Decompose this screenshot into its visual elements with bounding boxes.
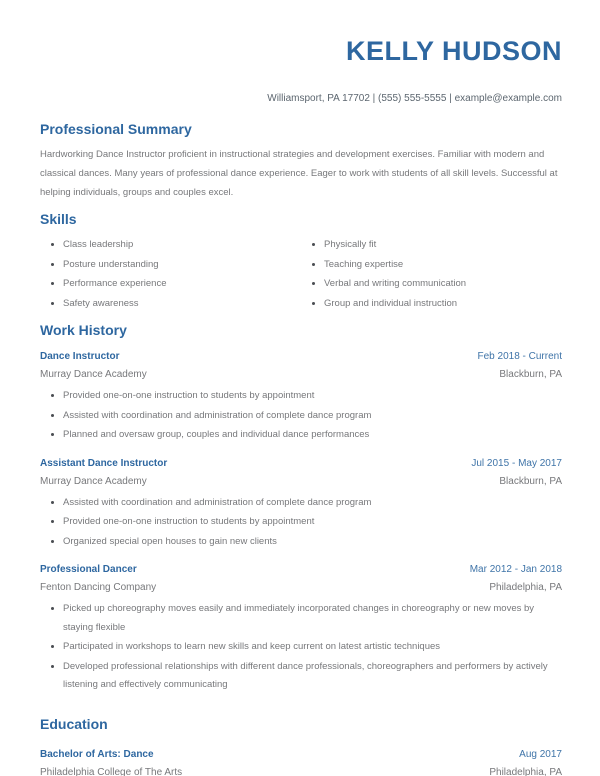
education-date: Aug 2017 bbox=[519, 748, 562, 760]
section-professional-summary bbox=[40, 122, 562, 202]
job-company-row bbox=[40, 579, 562, 597]
job-bullet: • Planned and oversaw group, couples and individual dance performances bbox=[63, 425, 562, 445]
skill-item: • Physically fit bbox=[324, 235, 562, 255]
job-bullets bbox=[40, 599, 562, 695]
job-company-row bbox=[40, 473, 562, 491]
section-education bbox=[40, 717, 562, 776]
section-work-history bbox=[40, 323, 562, 695]
skill-item: • Posture understanding bbox=[63, 255, 301, 275]
job-bullet: • Picked up choreography moves easily and immediately incorporated changes in choreography or new moves by staying flexible bbox=[63, 599, 562, 637]
skill-item: • Class leadership bbox=[63, 235, 301, 255]
skills-columns bbox=[40, 235, 562, 313]
job-bullet: • Developed professional relationships with different dance professionals, choreographers and performers by actively listening and effectively communicating bbox=[63, 657, 562, 695]
job-bullet: • Participated in workshops to learn new skills and keep current on latest artistic techniques bbox=[63, 637, 562, 657]
professional-summary-heading: Professional Summary bbox=[40, 121, 192, 137]
skills-heading: Skills bbox=[40, 211, 77, 227]
contact-line: Williamsport, PA 17702 | (555) 555-5555 | example@example.com bbox=[267, 93, 562, 104]
summary-text: Hardworking Dance Instructor proficient in instructional strategies and development exercises. Familiar with modern and classical dances. Many years of professional dance experience. Eager to work with students of all skill levels. Successful at helping individuals, groups and couples excel. bbox=[40, 149, 558, 198]
degree-row bbox=[40, 746, 562, 764]
job-entry bbox=[40, 455, 562, 552]
job-bullet: • Provided one-on-one instruction to students by appointment bbox=[63, 512, 562, 532]
job-company: Murray Dance Academy bbox=[40, 475, 147, 487]
education-heading: Education bbox=[40, 715, 108, 732]
education-entry bbox=[40, 746, 562, 776]
skill-item: • Safety awareness bbox=[63, 294, 301, 314]
work-history-heading: Work History bbox=[40, 322, 127, 338]
job-title: Dance Instructor bbox=[40, 351, 120, 362]
job-location: Blackburn, PA bbox=[499, 369, 562, 380]
job-title-row bbox=[40, 455, 562, 473]
job-title: Professional Dancer bbox=[40, 564, 137, 575]
section-skills bbox=[40, 212, 562, 313]
job-title-row bbox=[40, 348, 562, 366]
job-bullet: • Organized special open houses to gain new clients bbox=[63, 532, 562, 552]
resume-header bbox=[40, 38, 562, 104]
job-bullet: • Assisted with coordination and administration of complete dance program bbox=[63, 406, 562, 426]
school-row bbox=[40, 764, 562, 776]
job-bullet: • Provided one-on-one instruction to students by appointment bbox=[63, 386, 562, 406]
job-dates: Feb 2018 - Current bbox=[477, 351, 562, 362]
job-dates: Jul 2015 - May 2017 bbox=[471, 457, 562, 469]
skill-item: • Verbal and writing communication bbox=[324, 274, 562, 294]
job-location: Blackburn, PA bbox=[499, 475, 562, 487]
job-bullets bbox=[40, 386, 562, 445]
school-name: Philadelphia College of The Arts bbox=[40, 766, 183, 776]
education-location: Philadelphia, PA bbox=[489, 766, 562, 776]
job-title-row bbox=[40, 561, 562, 579]
job-company: Murray Dance Academy bbox=[40, 369, 147, 380]
job-entry bbox=[40, 348, 562, 445]
skill-item: • Performance experience bbox=[63, 274, 301, 294]
job-company: Fenton Dancing Company bbox=[40, 582, 157, 593]
skills-list-left bbox=[40, 235, 301, 313]
skill-item: • Group and individual instruction bbox=[324, 294, 562, 314]
skills-list-right bbox=[301, 235, 562, 313]
job-bullet: • Assisted with coordination and administration of complete dance program bbox=[63, 493, 562, 513]
job-entry bbox=[40, 561, 562, 695]
name-heading: KELLY HUDSON bbox=[345, 36, 562, 66]
job-dates: Mar 2012 - Jan 2018 bbox=[469, 564, 562, 575]
degree-title: Bachelor of Arts: Dance bbox=[40, 748, 154, 760]
skill-item: • Teaching expertise bbox=[324, 255, 562, 275]
job-company-row bbox=[40, 366, 562, 384]
job-bullets bbox=[40, 493, 562, 552]
job-title: Assistant Dance Instructor bbox=[40, 457, 168, 469]
job-location: Philadelphia, PA bbox=[489, 582, 562, 593]
